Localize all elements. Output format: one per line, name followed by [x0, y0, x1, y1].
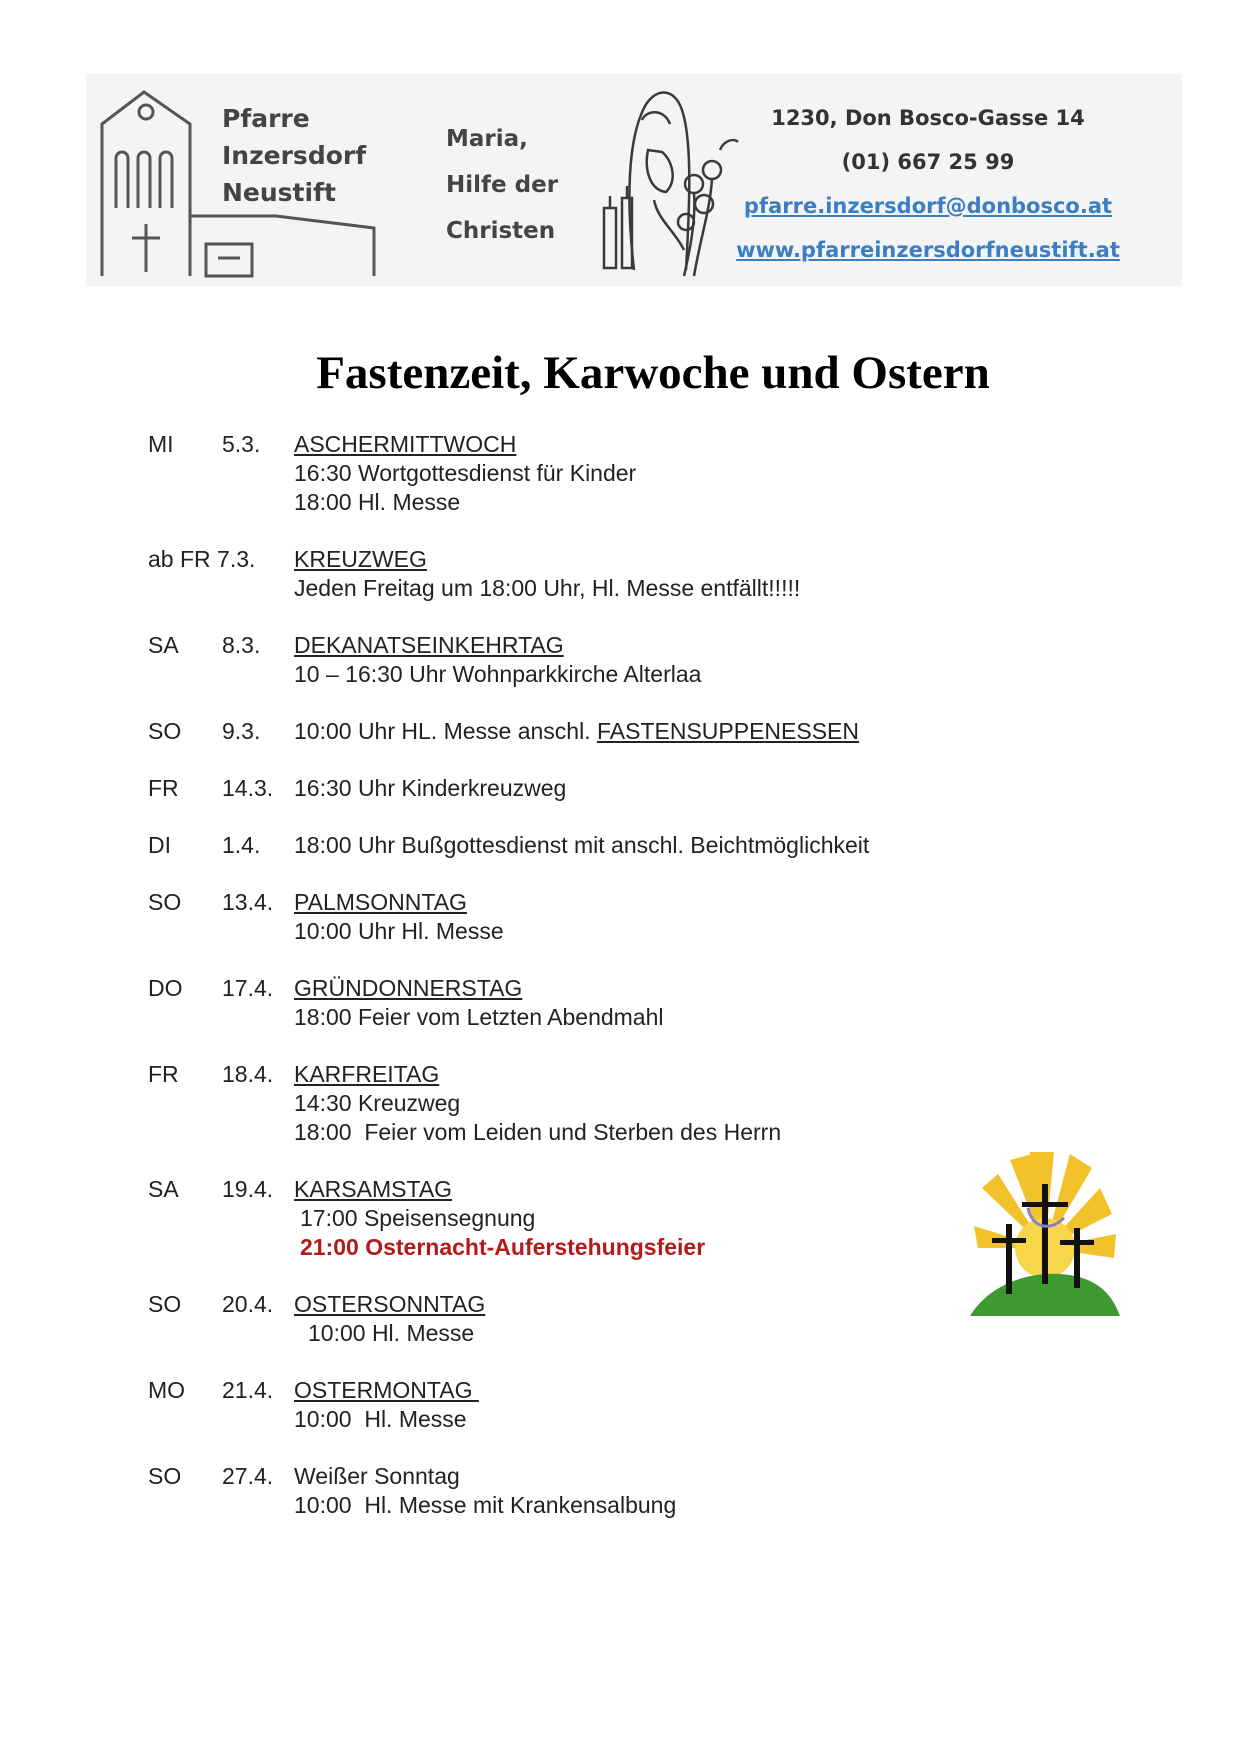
event-day: MO	[148, 1377, 186, 1403]
event-date: 13.4.	[222, 889, 274, 915]
event-day: DI	[148, 832, 171, 858]
event-line: 10:00 Hl. Messe	[294, 1406, 467, 1432]
email-link[interactable]: pfarre.inzersdorf@donbosco.at	[743, 194, 1113, 218]
event-penance-service	[148, 831, 1048, 860]
event-heading: ASCHERMITTWOCH	[294, 431, 517, 457]
event-line: 10:00 Hl. Messe	[308, 1320, 475, 1346]
event-heading: KARSAMSTAG	[294, 1176, 453, 1202]
event-line: 10:00 Uhr Hl. Messe	[294, 918, 504, 944]
contact-block	[718, 96, 1138, 272]
event-deanery-retreat	[148, 631, 1048, 689]
phone: (01) 667 25 99	[841, 150, 1015, 174]
event-day: SO	[148, 1463, 182, 1489]
event-heading: DEKANATSEINKEHRTAG	[294, 632, 564, 658]
event-heading: KARFREITAG	[294, 1061, 440, 1087]
event-text: 16:30 Uhr Kinderkreuzweg	[294, 775, 567, 801]
event-holy-saturday	[148, 1175, 1048, 1262]
event-day: DO	[148, 975, 183, 1001]
event-date: 8.3.	[222, 632, 261, 658]
event-date: 9.3.	[222, 718, 261, 744]
event-day: FR	[148, 1061, 179, 1087]
address: 1230, Don Bosco-Gasse 14	[771, 106, 1085, 130]
event-day: SO	[148, 889, 182, 915]
event-line: 14:30 Kreuzweg	[294, 1090, 461, 1116]
event-day: SO	[148, 1291, 182, 1317]
event-date: 20.4.	[222, 1291, 274, 1317]
event-easter-sunday	[148, 1290, 1048, 1348]
event-ash-wednesday	[148, 430, 1048, 517]
event-line: 18:00 Hl. Messe	[294, 489, 461, 515]
event-easter-monday	[148, 1376, 1048, 1434]
event-date: 27.4.	[222, 1463, 274, 1489]
event-stations-of-cross	[148, 545, 1048, 603]
event-date: 21.4.	[222, 1377, 274, 1403]
parish-name: Pfarre Inzersdorf Neustift	[222, 104, 367, 207]
event-lenten-soup	[148, 717, 1048, 746]
event-line: 17:00 Speisensegnung	[300, 1205, 536, 1231]
event-text-underlined: FASTENSUPPENESSEN	[596, 718, 860, 744]
calvary-crosses-illustration	[970, 1148, 1120, 1318]
event-line: 10:00 Hl. Messe mit Krankensalbung	[294, 1492, 677, 1518]
event-line: 10 – 16:30 Uhr Wohnparkkirche Alterlaa	[294, 661, 702, 687]
event-palm-sunday	[148, 888, 1048, 946]
event-date: 1.4.	[222, 832, 261, 858]
header-banner	[86, 74, 1182, 286]
event-good-friday	[148, 1060, 1048, 1147]
event-line: 18:00 Feier vom Letzten Abendmahl	[294, 1004, 664, 1030]
event-date: 14.3.	[222, 775, 274, 801]
event-date: 5.3.	[222, 431, 261, 457]
event-date: 19.4.	[222, 1176, 274, 1202]
event-divine-mercy-sunday	[148, 1462, 1048, 1520]
page-title: Fastenzeit, Karwoche und Ostern	[316, 347, 990, 399]
website-link[interactable]: www.pfarreinzersdorfneustift.at	[736, 238, 1120, 262]
event-line: 18:00 Feier vom Leiden und Sterben des Herrn	[294, 1119, 782, 1145]
event-heading: PALMSONNTAG	[294, 889, 467, 915]
event-text: 10:00 Uhr HL. Messe anschl.	[294, 718, 597, 744]
event-line: 16:30 Wortgottesdienst für Kinder	[294, 460, 637, 486]
event-date: 17.4.	[222, 975, 274, 1001]
event-heading: OSTERMONTAG	[294, 1377, 479, 1403]
event-line: Jeden Freitag um 18:00 Uhr, Hl. Messe entfällt!!!!!	[294, 575, 801, 601]
event-heading: GRÜNDONNERSTAG	[294, 975, 523, 1001]
event-maundy-thursday	[148, 974, 1048, 1032]
event-heading: OSTERSONNTAG	[294, 1291, 486, 1317]
event-date: 18.4.	[222, 1061, 274, 1087]
event-day: ab FR 7.3.	[148, 546, 256, 572]
event-day: SO	[148, 718, 182, 744]
event-day: SA	[148, 1176, 179, 1202]
event-heading: Weißer Sonntag	[294, 1463, 460, 1489]
easter-vigil-highlight: 21:00 Osternacht-Auferstehungsfeier	[300, 1234, 706, 1260]
event-day: SA	[148, 632, 179, 658]
event-children-stations	[148, 774, 1048, 803]
event-schedule	[148, 430, 1048, 1548]
event-day: FR	[148, 775, 179, 801]
parish-patron: Maria, Hilfe der Christen	[446, 126, 559, 244]
event-heading: KREUZWEG	[294, 546, 427, 572]
event-text: 18:00 Uhr Bußgottesdienst mit anschl. Beichtmöglichkeit	[294, 832, 870, 858]
event-day: MI	[148, 431, 174, 457]
